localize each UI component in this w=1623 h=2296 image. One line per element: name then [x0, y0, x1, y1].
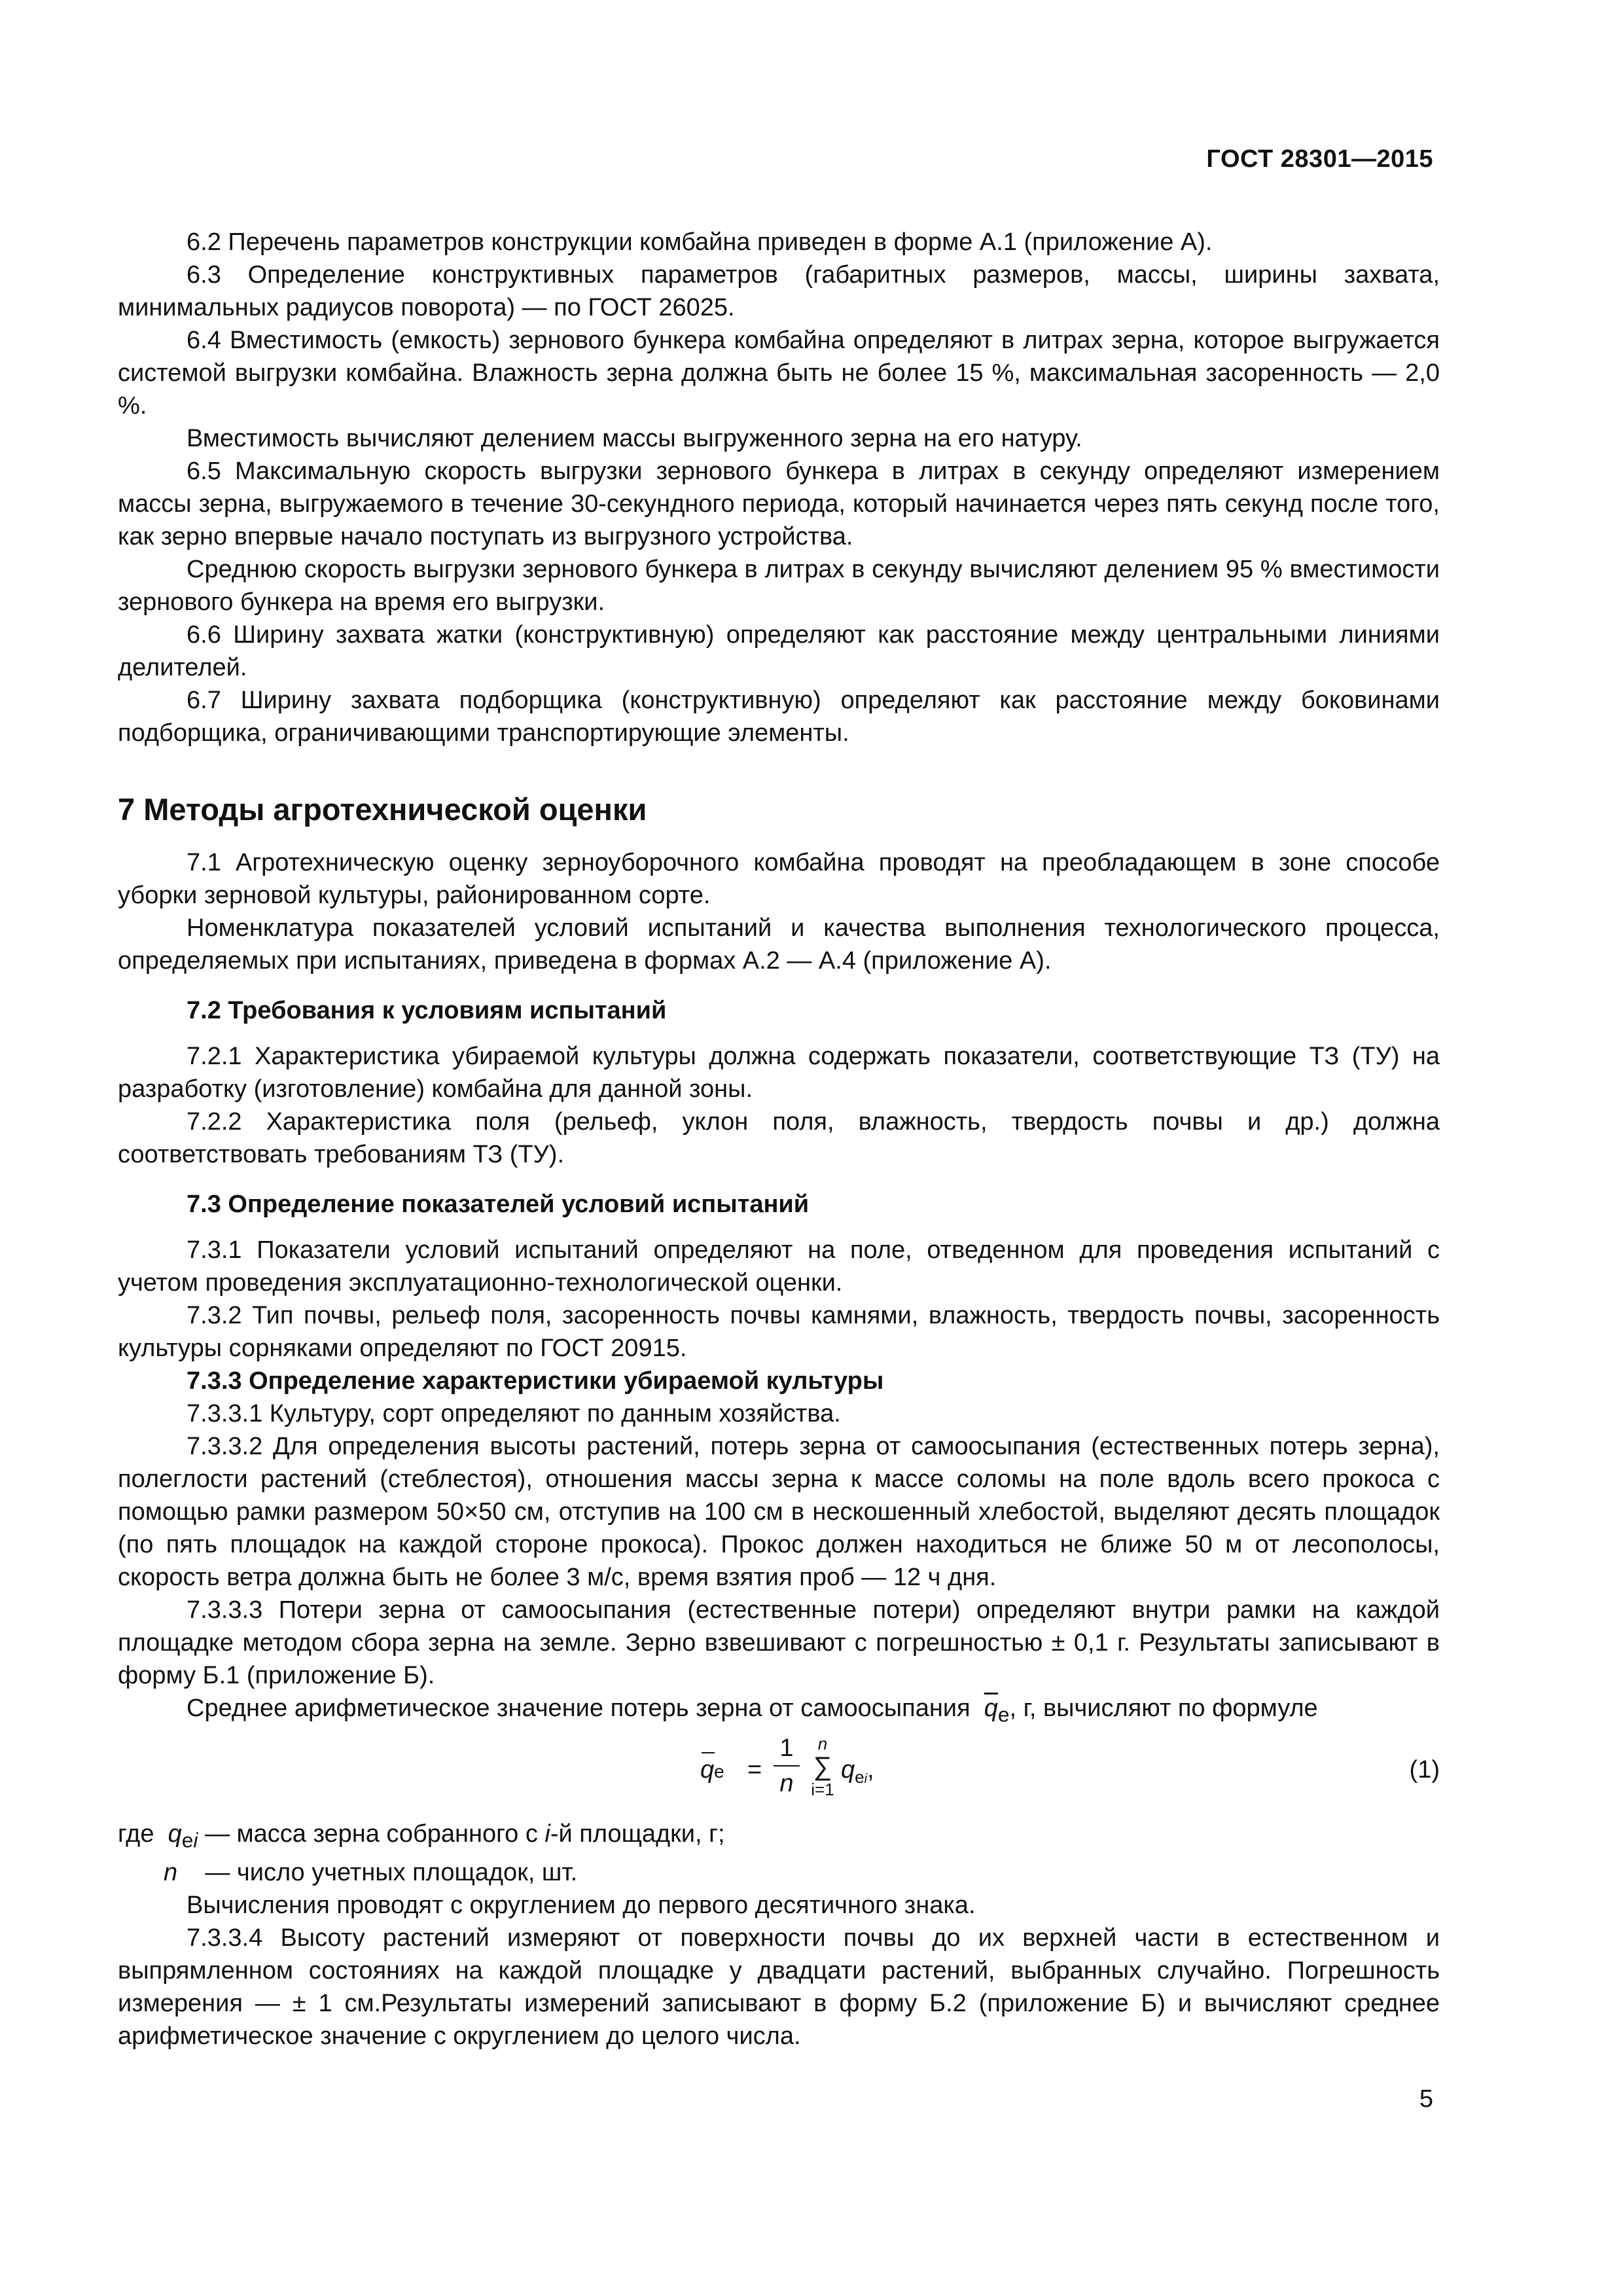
- formula-fraction-denominator: n: [779, 1769, 794, 1797]
- paragraph-7-3-1: 7.3.1 Показатели условий испытаний определяют на поле, отведенном для проведения испытаний с учетом проведения эксплуатационно-технологической оценки.: [118, 1236, 1440, 1297]
- page-number: 5: [1419, 2085, 1433, 2113]
- subsection-7-2-title: 7.2 Требования к условиям испытаний: [187, 997, 667, 1024]
- paragraph-7-2-2: 7.2.2 Характеристика поля (рельеф, уклон поля, влажность, твердость почвы и др.) должна соответствовать требованиям ТЗ (ТУ).: [118, 1108, 1440, 1168]
- paragraph-7-3-2: 7.3.2 Тип почвы, рельеф поля, засоренность почвы камнями, влажность, твердость почвы, засоренность культуры сорняками определяют по ГОСТ 20915.: [118, 1302, 1440, 1362]
- document-code: ГОСТ 28301—2015: [1206, 145, 1433, 173]
- paragraph-6-3: 6.3 Определение конструктивных параметров (габаритных размеров, массы, ширины захвата, минимальных радиусов поворота) — по ГОСТ 26025.: [118, 261, 1440, 321]
- formula-sum-upper: n: [817, 1733, 828, 1753]
- formula-sum-symbol: ∑: [813, 1751, 832, 1781]
- paragraph-7-1-note: Номенклатура показателей условий испытаний и качества выполнения технологического процесса, определяемых при испытаниях, приведена в формах А.2 — А.4 (приложение А).: [118, 914, 1440, 975]
- paragraph-formula-intro: [118, 1692, 1440, 1731]
- subsection-7-3-title: 7.3 Определение показателей условий испытаний: [187, 1191, 810, 1218]
- where-n-definition: n — число учетных площадок, шт.: [164, 1859, 578, 1887]
- inline-q-subscript: e: [997, 1702, 1010, 1727]
- section-7-title: 7 Методы агротехнической оценки: [118, 792, 647, 827]
- formula-1: [118, 1734, 1440, 1811]
- paragraph-7-1: 7.1 Агротехническую оценку зерноуборочного комбайна проводят на преобладающем в зоне способе уборки зерновой культуры, районированном сорте.: [118, 849, 1440, 909]
- document-body: [118, 226, 1440, 2053]
- paragraph-7-3-3-3: 7.3.3.3 Потери зерна от самоосыпания (естественные потери) определяют внутри рамки на каждой площадке методом сбора зерна на земле. Зерно взвешивают с погрешностью ± 0,1 г. Результаты записывают в форму Б.1 (приложение Б).: [118, 1596, 1440, 1689]
- inline-q-symbol: $\overline{q}$: [984, 1695, 998, 1722]
- paragraph-6-7: 6.7 Ширину захвата подборщика (конструктивную) определяют как расстояние между боковинами подборщика, ограничивающими транспортирующие элементы.: [118, 687, 1440, 747]
- formula-term: $q_{ei}$,: [841, 1755, 874, 1787]
- formula-sum: [806, 1734, 839, 1799]
- paragraph-6-4-note: Вместимость вычисляют делением массы выгруженного зерна на его натуру.: [187, 425, 1082, 452]
- paragraph-6-5: 6.5 Максимальную скорость выгрузки зернового бункера в литрах в секунду определяют измерением массы зерна, выгружаемого в течение 30-секундного периода, который начинается через пять секунд после того, как зерно впервые начало поступать из выгрузного устройства.: [118, 457, 1440, 550]
- formula-number: (1): [1409, 1755, 1440, 1784]
- paragraph-6-2: 6.2 Перечень параметров конструкции комбайна приведен в форме А.1 (приложение А).: [187, 228, 1213, 256]
- where-q-definition: где $q_{ei}$ — масса зерна собранного с i-й площадки, г;: [118, 1820, 725, 1852]
- formula-fraction-numerator: 1: [779, 1734, 794, 1762]
- formula-fraction: [774, 1734, 800, 1798]
- paragraph-7-2-1: 7.2.1 Характеристика убираемой культуры должна содержать показатели, соответствующие ТЗ (ТУ) на разработку (изготовление) комбайна для данной зоны.: [118, 1043, 1440, 1103]
- formula-expression: [700, 1734, 936, 1811]
- paragraph-rounding: Вычисления проводят с округлением до первого десятичного знака.: [187, 1892, 976, 1920]
- subsection-7-3-3-title: 7.3.3 Определение характеристики убираемой культуры: [187, 1367, 884, 1395]
- paragraph-7-3-3-1: 7.3.3.1 Культуру, сорт определяют по данным хозяйства.: [187, 1400, 841, 1427]
- where-label: где: [118, 1820, 154, 1848]
- formula-intro-text-b: , г, вычисляют по формуле: [1009, 1695, 1318, 1722]
- paragraph-7-3-3-2: 7.3.3.2 Для определения высоты растений, потерь зерна от самоосыпания (естественных потерь зерна), полеглости растений (стеблестоя), отношения массы зерна к массе соломы на поле вдоль всего прокоса с помощью рамки размером 50×50 см, отступив на 100 см в нескошенный хлебостой, выделяют десять площадок (по пять площадок на каждой стороне прокоса). Прокос должен находиться не ближе 50 м от лесополосы, скорость ветра должна быть не более 3 м/с, время взятия проб — 12 ч дня.: [118, 1433, 1440, 1591]
- formula-q-mean: qe: [700, 1753, 724, 1788]
- paragraph-6-6: 6.6 Ширину захвата жатки (конструктивную) определяют как расстояние между центральными линиями делителей.: [118, 621, 1440, 681]
- paragraph-7-3-3-4: 7.3.3.4 Высоту растений измеряют от поверхности почвы до их верхней части в естественном и выпрямленном состояниях на каждой площадке у двадцати растений, выбранных случайно. Погрешность измерения — ± 1 см.Результаты измерений записывают в форму Б.2 (приложение Б) и вычисляют среднее арифметическое значение с округлением до целого числа.: [118, 1924, 1440, 2051]
- formula-sum-lower: i=1: [811, 1779, 834, 1799]
- paragraph-6-5-note: Среднюю скорость выгрузки зернового бункера в литрах в секунду вычисляют делением 95 % вместимости зернового бункера на время его выгрузки.: [118, 556, 1440, 616]
- paragraph-6-4: 6.4 Вместимость (емкость) зернового бункера комбайна определяют в литрах зерна, которое выгружается системой выгрузки комбайна. Влажность зерна должна быть не более 15 %, максимальная засоренность — 2,0 %.: [118, 327, 1440, 420]
- formula-intro-text-a: Среднее арифметическое значение потерь зерна от самоосыпания: [187, 1695, 971, 1722]
- formula-equals: =: [747, 1755, 762, 1784]
